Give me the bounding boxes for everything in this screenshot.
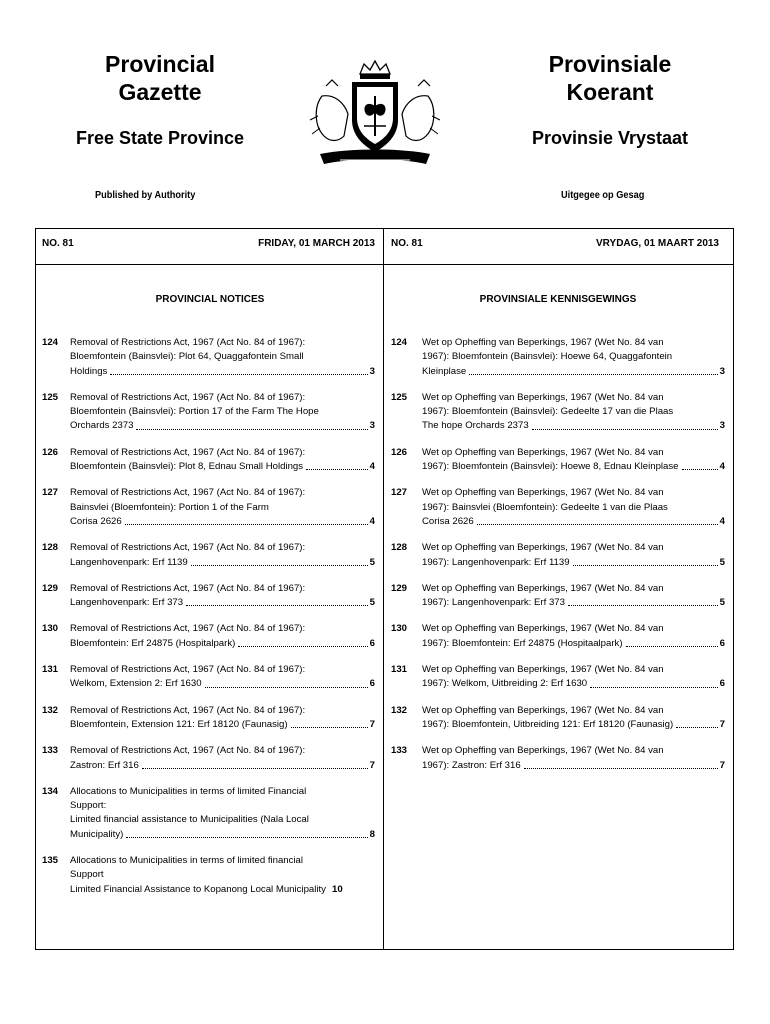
notice-line: 1967): Bloemfontein (Bainsvlei): Hoewe 8, Ednau Kleinplase bbox=[422, 461, 679, 473]
english-notice-128 bbox=[42, 541, 375, 570]
notice-number: 130 bbox=[42, 623, 59, 635]
notice-number: 132 bbox=[391, 704, 408, 716]
notice-line: Langenhovenpark: Erf 1139 bbox=[70, 556, 188, 568]
notice-line: The hope Orchards 2373 bbox=[422, 420, 529, 432]
notice-last-line bbox=[70, 718, 375, 732]
coat-of-arms-icon bbox=[300, 56, 450, 174]
notice-number: 133 bbox=[391, 745, 408, 757]
left-issue-number: NO. 81 bbox=[42, 238, 74, 249]
page-number: 7 bbox=[369, 718, 375, 730]
notice-number: 128 bbox=[391, 542, 408, 554]
notice-number: 124 bbox=[391, 337, 408, 348]
page-number: 8 bbox=[369, 828, 375, 840]
afrikaans-notice-127 bbox=[391, 486, 725, 529]
notice-last-line bbox=[422, 460, 725, 474]
notice-line: 1967): Bloemfontein (Bainsvlei): Gedeelte 17 van die Plaas bbox=[422, 406, 674, 418]
notice-number: 129 bbox=[42, 582, 59, 594]
notice-line: Removal of Restrictions Act, 1967 (Act No. 84 of 1967): bbox=[70, 704, 306, 716]
english-notice-132 bbox=[42, 704, 375, 733]
notice-line: Wet op Opheffing van Beperkings, 1967 (Wet No. 84 van bbox=[422, 582, 664, 594]
notice-text bbox=[70, 582, 375, 611]
page-number: 3 bbox=[719, 365, 725, 377]
notice-last-line bbox=[70, 515, 375, 529]
notice-line: 1967): Bainsvlei (Bloemfontein): Gedeelte 1 van die Plaas bbox=[422, 501, 668, 513]
afrikaans-notices-list bbox=[391, 336, 725, 773]
notice-line: Corisa 2626 bbox=[422, 515, 474, 527]
notice-line: Support: bbox=[70, 800, 107, 812]
right-published-by: Uitgegee op Gesag bbox=[561, 190, 645, 201]
notice-line: Bloemfontein (Bainsvlei): Portion 17 of the Farm The Hope bbox=[70, 406, 319, 418]
left-gazette-title bbox=[70, 50, 250, 106]
notice-text bbox=[70, 854, 375, 897]
leader-dots bbox=[590, 687, 718, 688]
notice-number: 133 bbox=[42, 745, 59, 757]
left-issue-date: FRIDAY, 01 MARCH 2013 bbox=[258, 238, 375, 249]
notice-last-line bbox=[70, 365, 375, 379]
notice-text bbox=[422, 446, 725, 475]
right-province: Provinsie Vrystaat bbox=[531, 128, 689, 148]
notice-text bbox=[422, 541, 725, 570]
afrikaans-notice-126 bbox=[391, 446, 725, 475]
page-number: 4 bbox=[369, 461, 375, 473]
notice-line: Bloemfontein (Bainsvlei): Plot 8, Ednau Small Holdings bbox=[70, 461, 304, 473]
notice-number: 126 bbox=[42, 446, 59, 458]
afrikaans-notice-125 bbox=[391, 391, 725, 434]
notice-text bbox=[422, 663, 725, 692]
notice-last-line bbox=[70, 460, 375, 474]
right-issue-date: VRYDAG, 01 MAART 2013 bbox=[596, 238, 719, 249]
notice-line: Support bbox=[70, 869, 104, 881]
notice-last-line bbox=[422, 556, 725, 570]
page-number: 3 bbox=[369, 365, 375, 377]
notice-line: Limited financial assistance to Municipalities (Nala Local bbox=[70, 814, 309, 826]
afrikaans-notice-124 bbox=[391, 336, 725, 379]
notice-text bbox=[422, 486, 725, 529]
page-number: 7 bbox=[719, 718, 725, 730]
afrikaans-notice-128 bbox=[391, 541, 725, 570]
notice-line: Welkom, Extension 2: Erf 1630 bbox=[70, 678, 202, 690]
english-notice-125 bbox=[42, 391, 375, 434]
notice-line: Removal of Restrictions Act, 1967 (Act No. 84 of 1967): bbox=[70, 623, 306, 635]
notice-line: 1967): Bloemfontein (Bainsvlei): Hoewe 64, Quaggafontein bbox=[422, 351, 673, 363]
notice-line: 1967): Langenhovenpark: Erf 1139 bbox=[422, 556, 570, 568]
leader-dots bbox=[205, 687, 368, 688]
leader-dots bbox=[136, 429, 367, 430]
page-number: 7 bbox=[369, 759, 375, 771]
leader-dots bbox=[568, 605, 718, 606]
notice-number: 128 bbox=[42, 542, 59, 554]
leader-dots bbox=[469, 374, 717, 375]
notice-line: Wet op Opheffing van Beperkings, 1967 (Wet No. 84 van bbox=[422, 664, 664, 676]
page-number: 3 bbox=[369, 420, 375, 432]
notice-line: Removal of Restrictions Act, 1967 (Act No. 84 of 1967): bbox=[70, 664, 306, 676]
notice-last-line bbox=[70, 556, 375, 570]
notice-line: Wet op Opheffing van Beperkings, 1967 (Wet No. 84 van bbox=[422, 542, 664, 554]
left-title-line-2: Gazette bbox=[118, 79, 202, 105]
notice-line: Municipality) bbox=[70, 828, 124, 840]
leader-dots bbox=[306, 469, 368, 470]
notice-line: 1967): Welkom, Uitbreiding 2: Erf 1630 bbox=[422, 678, 588, 690]
page-number: 6 bbox=[369, 637, 375, 649]
english-notice-124 bbox=[42, 336, 375, 379]
leader-dots bbox=[477, 524, 718, 525]
notice-line: Allocations to Municipalities in terms of limited Financial bbox=[70, 785, 307, 797]
notice-line: Bloemfontein: Erf 24875 (Hospitalpark) bbox=[70, 637, 236, 649]
english-notice-131 bbox=[42, 663, 375, 692]
afrikaans-notice-129 bbox=[391, 582, 725, 611]
notice-line: Zastron: Erf 316 bbox=[70, 759, 139, 771]
notice-number: 130 bbox=[391, 623, 408, 635]
notice-line: Holdings bbox=[70, 365, 108, 377]
notice-line: Langenhovenpark: Erf 373 bbox=[70, 597, 184, 609]
english-notices-list bbox=[42, 336, 375, 897]
notice-number: 134 bbox=[42, 785, 59, 797]
notice-line: 1967): Langenhovenpark: Erf 373 bbox=[422, 597, 565, 609]
page-number: 5 bbox=[369, 556, 375, 568]
notice-line: Removal of Restrictions Act, 1967 (Act No. 84 of 1967): bbox=[70, 582, 306, 594]
notice-line: Removal of Restrictions Act, 1967 (Act No. 84 of 1967): bbox=[70, 337, 306, 348]
leader-dots bbox=[110, 374, 367, 375]
leader-dots bbox=[142, 768, 368, 769]
notice-last-line bbox=[70, 637, 375, 651]
notice-line: Corisa 2626 bbox=[70, 515, 122, 527]
notice-line: Bloemfontein (Bainsvlei): Plot 64, Quaggafontein Small bbox=[70, 351, 304, 363]
leader-dots bbox=[125, 524, 368, 525]
page-number: 6 bbox=[719, 678, 725, 690]
leader-dots bbox=[238, 646, 367, 647]
page-number: 5 bbox=[719, 556, 725, 568]
page-number: 4 bbox=[369, 515, 375, 527]
notice-line: Wet op Opheffing van Beperkings, 1967 (Wet No. 84 van bbox=[422, 623, 664, 635]
page-number: 4 bbox=[719, 515, 725, 527]
notice-text bbox=[70, 704, 375, 733]
right-gazette-title bbox=[520, 50, 700, 106]
leader-dots bbox=[126, 837, 367, 838]
right-title-line-2: Koerant bbox=[566, 79, 654, 105]
afrikaans-notice-132 bbox=[391, 704, 725, 733]
page-number: 6 bbox=[719, 637, 725, 649]
afrikaans-notice-130 bbox=[391, 622, 725, 651]
notice-last-line bbox=[422, 637, 725, 651]
leader-dots bbox=[191, 565, 368, 566]
notice-text bbox=[422, 744, 725, 773]
notice-last-line bbox=[422, 515, 725, 529]
notice-line: Kleinplase bbox=[422, 365, 467, 377]
notice-last-line bbox=[70, 677, 375, 691]
notice-last-line bbox=[422, 718, 725, 732]
english-notice-134 bbox=[42, 785, 375, 842]
notice-line: Wet op Opheffing van Beperkings, 1967 (Wet No. 84 van bbox=[422, 704, 664, 716]
notice-number: 135 bbox=[42, 855, 59, 867]
notice-last-line bbox=[70, 828, 375, 842]
notice-text bbox=[422, 391, 725, 434]
notice-text bbox=[422, 336, 725, 379]
english-notice-126 bbox=[42, 446, 375, 475]
notice-line: Wet op Opheffing van Beperkings, 1967 (Wet No. 84 van bbox=[422, 487, 664, 499]
notice-text bbox=[70, 744, 375, 773]
leader-dots bbox=[626, 646, 718, 647]
leader-dots bbox=[524, 768, 718, 769]
left-published-by: Published by Authority bbox=[95, 190, 196, 201]
notice-line: Wet op Opheffing van Beperkings, 1967 (Wet No. 84 van bbox=[422, 446, 664, 458]
notice-number: 126 bbox=[391, 446, 408, 458]
notice-last-line bbox=[422, 759, 725, 773]
english-notice-130 bbox=[42, 622, 375, 651]
notice-line: Limited Financial Assistance to Kopanong Local Municipality bbox=[70, 883, 326, 895]
notice-line: Wet op Opheffing van Beperkings, 1967 (Wet No. 84 van bbox=[422, 337, 664, 348]
page-number: 10 bbox=[331, 883, 343, 895]
notice-number: 131 bbox=[391, 664, 408, 676]
notice-text bbox=[422, 582, 725, 611]
leader-dots bbox=[532, 429, 718, 430]
english-notices-heading: PROVINCIAL NOTICES bbox=[155, 294, 265, 305]
afrikaans-notices-heading: PROVINSIALE KENNISGEWINGS bbox=[479, 294, 637, 305]
page-number: 6 bbox=[369, 678, 375, 690]
english-notice-127 bbox=[42, 486, 375, 529]
leader-dots bbox=[682, 469, 718, 470]
right-issue-number: NO. 81 bbox=[391, 238, 423, 249]
notice-line: 1967): Zastron: Erf 316 bbox=[422, 759, 521, 771]
english-notice-133 bbox=[42, 744, 375, 773]
notice-line: Removal of Restrictions Act, 1967 (Act No. 84 of 1967): bbox=[70, 391, 306, 403]
page-number: 5 bbox=[719, 597, 725, 609]
leader-dots bbox=[291, 727, 368, 728]
english-notice-129 bbox=[42, 582, 375, 611]
left-province: Free State Province bbox=[75, 128, 245, 148]
page-number: 5 bbox=[369, 597, 375, 609]
notice-number: 127 bbox=[42, 487, 59, 499]
notice-text bbox=[422, 622, 725, 651]
header-divider bbox=[35, 264, 734, 265]
english-notice-135 bbox=[42, 854, 375, 897]
notice-line: Bainsvlei (Bloemfontein): Portion 1 of the Farm bbox=[70, 501, 269, 513]
page-number: 4 bbox=[719, 461, 725, 473]
notice-text bbox=[422, 704, 725, 733]
leader-dots bbox=[676, 727, 717, 728]
notice-line: Removal of Restrictions Act, 1967 (Act No. 84 of 1967): bbox=[70, 487, 306, 499]
afrikaans-notice-133 bbox=[391, 744, 725, 773]
notice-last-line bbox=[422, 596, 725, 610]
notice-number: 131 bbox=[42, 664, 59, 676]
notice-line: 1967): Bloemfontein, Uitbreiding 121: Erf 18120 (Faunasig) bbox=[422, 718, 674, 730]
notice-last-line bbox=[70, 883, 375, 897]
notice-text bbox=[70, 391, 375, 434]
notice-text bbox=[70, 486, 375, 529]
notice-line: Removal of Restrictions Act, 1967 (Act No. 84 of 1967): bbox=[70, 446, 306, 458]
page-number: 7 bbox=[719, 759, 725, 771]
notice-line: Bloemfontein, Extension 121: Erf 18120 (Faunasig) bbox=[70, 718, 288, 730]
leader-dots bbox=[573, 565, 718, 566]
notice-number: 125 bbox=[42, 391, 59, 403]
notice-text bbox=[70, 785, 375, 842]
notice-text bbox=[70, 622, 375, 651]
notice-last-line bbox=[70, 759, 375, 773]
notice-text bbox=[70, 663, 375, 692]
notice-number: 129 bbox=[391, 582, 408, 594]
notice-line: Wet op Opheffing van Beperkings, 1967 (Wet No. 84 van bbox=[422, 391, 664, 403]
left-title-line-1: Provincial bbox=[105, 51, 215, 77]
notice-text bbox=[70, 541, 375, 570]
notice-last-line bbox=[422, 677, 725, 691]
notice-number: 124 bbox=[42, 337, 59, 348]
notice-last-line bbox=[422, 419, 725, 433]
right-title-line-1: Provinsiale bbox=[548, 51, 672, 77]
column-divider bbox=[383, 228, 384, 950]
notice-last-line bbox=[70, 419, 375, 433]
notice-line: Orchards 2373 bbox=[70, 420, 134, 432]
notice-last-line bbox=[70, 596, 375, 610]
notice-last-line bbox=[422, 365, 725, 379]
notice-line: Allocations to Municipalities in terms of limited financial bbox=[70, 855, 304, 867]
notice-line: Wet op Opheffing van Beperkings, 1967 (Wet No. 84 van bbox=[422, 745, 664, 757]
afrikaans-notice-131 bbox=[391, 663, 725, 692]
notice-line: Removal of Restrictions Act, 1967 (Act No. 84 of 1967): bbox=[70, 745, 306, 757]
notice-text bbox=[70, 336, 375, 379]
notice-number: 127 bbox=[391, 487, 408, 499]
notice-line: 1967): Bloemfontein: Erf 24875 (Hospitaalpark) bbox=[422, 637, 623, 649]
notice-text bbox=[70, 446, 375, 475]
notice-number: 125 bbox=[391, 391, 408, 403]
notice-line: Removal of Restrictions Act, 1967 (Act No. 84 of 1967): bbox=[70, 542, 306, 554]
notice-number: 132 bbox=[42, 704, 59, 716]
leader-dots bbox=[186, 605, 368, 606]
page-number: 3 bbox=[719, 420, 725, 432]
